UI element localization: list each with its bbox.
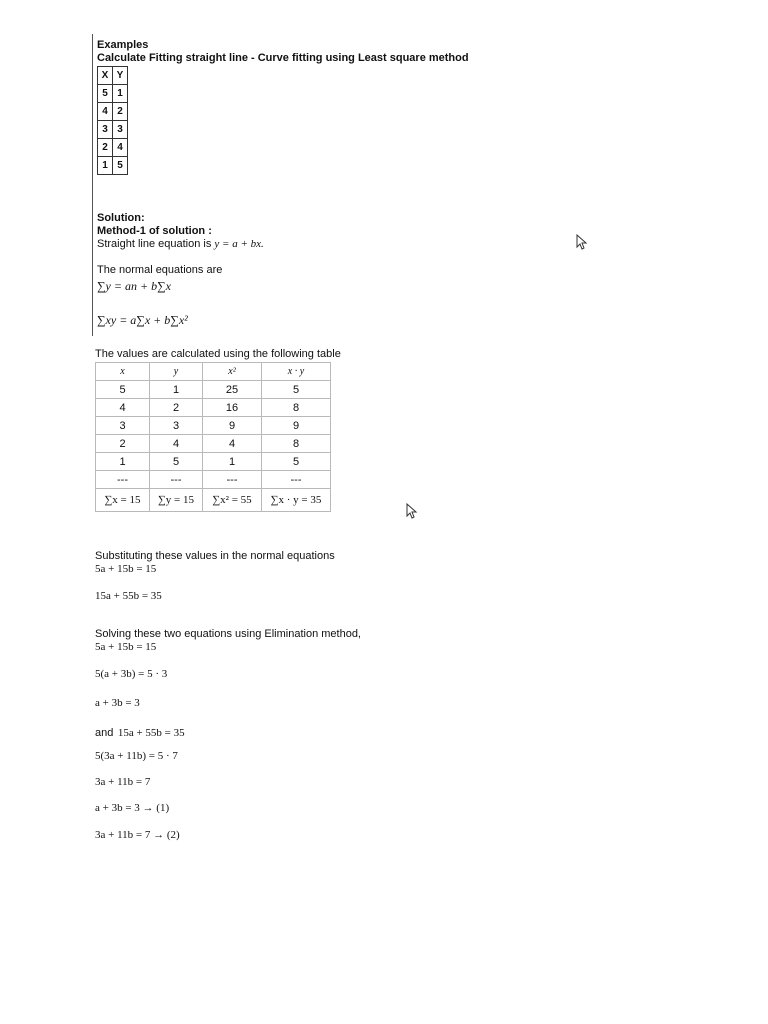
table-cell: 5 [98,85,113,103]
table-header-cell: y [150,363,203,381]
table-cell: 3 [96,417,150,435]
table-header-cell: X [98,67,113,85]
normal-equation-2: ∑xy = a∑x + b∑x² [97,313,188,327]
elimination-step: 5a + 15b = 15 [95,641,157,653]
elimination-step: a + 3b = 3 [95,697,140,709]
table-row [96,471,331,489]
table-cell: 3 [98,121,113,139]
sum-cell: ∑x · y = 35 [262,489,331,512]
table-cell: 1 [98,157,113,175]
table-cell: 1 [150,381,203,399]
sum-row [96,489,331,512]
mouse-cursor-icon [406,503,418,519]
and-label: and [95,727,114,739]
table-cell: 2 [113,103,128,121]
elimination-step: 3a + 11b = 7 → (2) [95,829,180,841]
sum-cell: ∑y = 15 [150,489,203,512]
table-cell: 8 [262,399,331,417]
table-row [96,417,331,435]
table-header-cell: Y [113,67,128,85]
table-row [98,157,128,175]
table-cell: 1 [113,85,128,103]
table-cell: 1 [96,453,150,471]
mouse-cursor-icon [576,234,588,250]
line-equation: y = a + bx. [214,238,264,250]
table-cell: 2 [96,435,150,453]
table-row [98,85,128,103]
calc-table-intro: The values are calculated using the following table [95,348,341,360]
calculation-table [95,362,331,512]
method-heading: Method-1 of solution : [97,225,212,237]
table-row [98,139,128,157]
table-cell: 3 [113,121,128,139]
table-cell: 4 [113,139,128,157]
problem-title: Calculate Fitting straight line - Curve fitting using Least square method [97,52,469,64]
table-row [96,381,331,399]
table-cell: 5 [262,381,331,399]
table-row [98,103,128,121]
table-row [96,453,331,471]
left-border-line [92,34,93,336]
table-cell: 4 [203,435,262,453]
table-cell: 5 [262,453,331,471]
table-cell: 5 [96,381,150,399]
table-row [96,399,331,417]
line-equation-line [97,238,264,250]
table-cell: 3 [150,417,203,435]
xy-table [97,66,128,175]
table-row [98,121,128,139]
table-cell: 16 [203,399,262,417]
line-equation-text: Straight line equation is [97,238,212,250]
table-header-cell: x · y [262,363,331,381]
elimination-step: 5(a + 3b) = 5 · 3 [95,668,168,680]
normal-equations-text: The normal equations are [97,264,223,276]
table-cell: --- [203,471,262,489]
table-row [96,435,331,453]
sum-cell: ∑x² = 55 [203,489,262,512]
substitution-equation-2: 15a + 55b = 35 [95,590,162,602]
table-cell: 5 [150,453,203,471]
table-cell: 5 [113,157,128,175]
table-cell: 9 [262,417,331,435]
table-cell: 1 [203,453,262,471]
sum-cell: ∑x = 15 [96,489,150,512]
table-header-cell: x [96,363,150,381]
table-cell: 2 [150,399,203,417]
elimination-text: Solving these two equations using Elimination method, [95,628,361,640]
elimination-step: 5(3a + 11b) = 5 · 7 [95,750,178,762]
elimination-step: a + 3b = 3 → (1) [95,802,170,814]
section-title: Examples [97,39,149,51]
normal-equation-1: ∑y = an + b∑x [97,279,171,293]
table-cell: 9 [203,417,262,435]
table-cell: 2 [98,139,113,157]
and-line [95,723,185,741]
table-cell: --- [262,471,331,489]
table-cell: 25 [203,381,262,399]
table-cell: 4 [150,435,203,453]
table-cell: 4 [96,399,150,417]
solution-heading: Solution: [97,212,145,224]
elimination-step: 3a + 11b = 7 [95,776,151,788]
table-header-row [96,363,331,381]
table-cell: --- [150,471,203,489]
substitution-text: Substituting these values in the normal equations [95,550,335,562]
table-header-cell: x² [203,363,262,381]
and-equation: 15a + 55b = 35 [117,727,185,739]
table-cell: --- [96,471,150,489]
substitution-equation-1: 5a + 15b = 15 [95,563,157,575]
table-cell: 8 [262,435,331,453]
table-header-row [98,67,128,85]
table-cell: 4 [98,103,113,121]
